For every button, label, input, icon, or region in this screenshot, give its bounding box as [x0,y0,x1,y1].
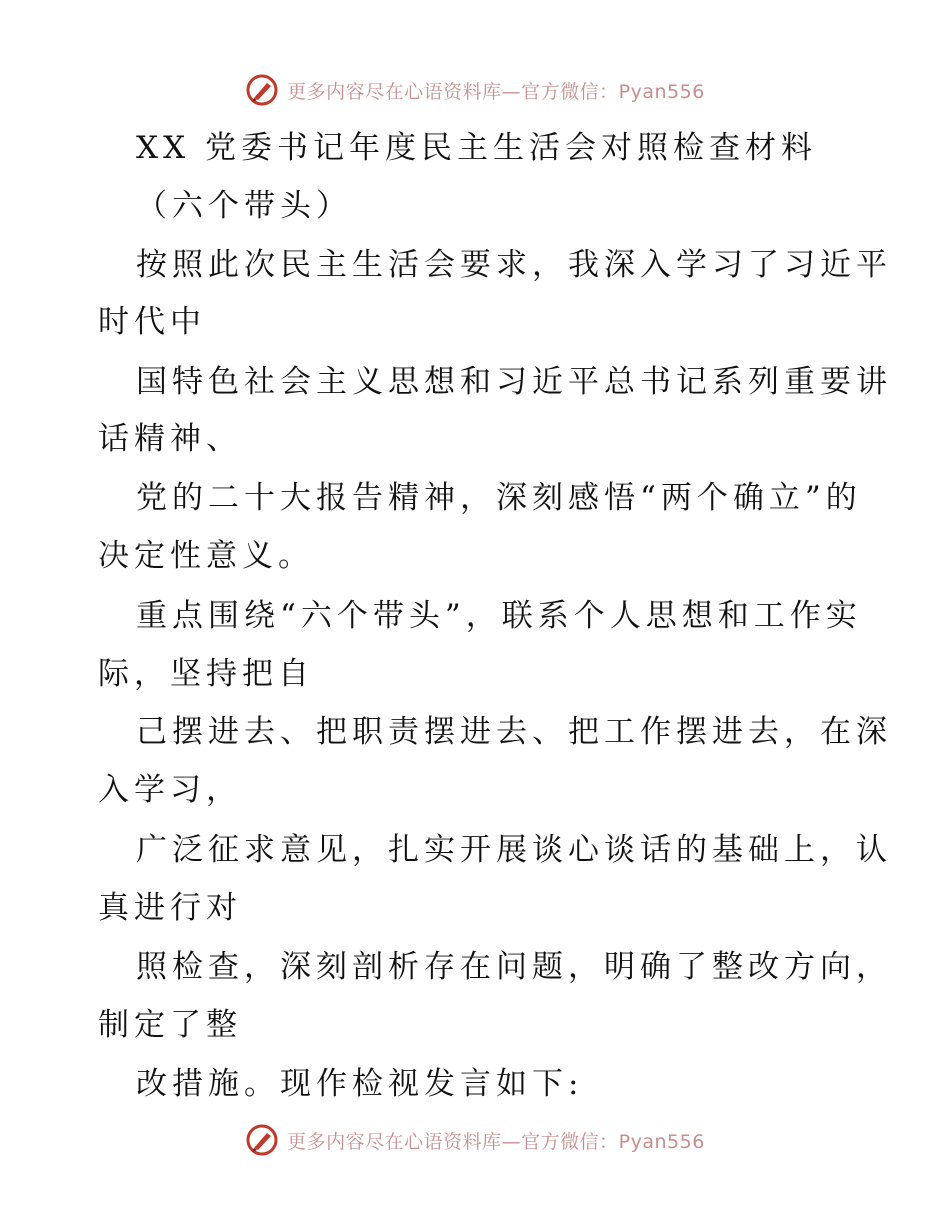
paragraph-line: 决定性意义。 [98,538,314,574]
watermark-text: 更多内容尽在心语资料库—官方微信：Pyan556 [287,1130,705,1153]
paragraph-line: 时代中 [98,304,206,340]
paragraph-line: 党的二十大报告精神，深刻感悟“两个确立”的 [136,480,862,516]
footer-watermark [0,1120,950,1160]
paragraph-line: 按照此次民主生活会要求，我深入学习了习近平 [136,247,892,283]
paragraph-line: 己摆进去、把职责摆进去、把工作摆进去，在深 [136,714,892,750]
paragraph-line: 照检查，深刻剖析存在问题，明确了整改方向， [136,949,892,985]
watermark-text: 更多内容尽在心语资料库—官方微信：Pyan556 [287,80,705,103]
paragraph-line: 入学习， [98,772,242,808]
paragraph-line: 制定了整 [98,1007,242,1043]
paragraph-line: 改措施。现作检视发言如下: [136,1066,584,1102]
paragraph-line: 重点围绕“六个带头”，联系个人思想和工作实 [136,598,862,634]
paragraph-line: 话精神、 [98,421,242,457]
paragraph-line: 真进行对 [98,890,242,926]
document-title: XX 党委书记年度民主生活会对照检查材料 [136,130,817,166]
paragraph-line: 国特色社会主义思想和习近平总书记系列重要讲 [136,364,892,400]
pen-logo-icon [245,1123,279,1157]
paragraph-line: 广泛征求意见，扎实开展谈心谈话的基础上，认 [136,832,892,868]
paragraph-line: 际，坚持把自 [98,656,314,692]
document-subtitle: （六个带头） [136,188,352,224]
